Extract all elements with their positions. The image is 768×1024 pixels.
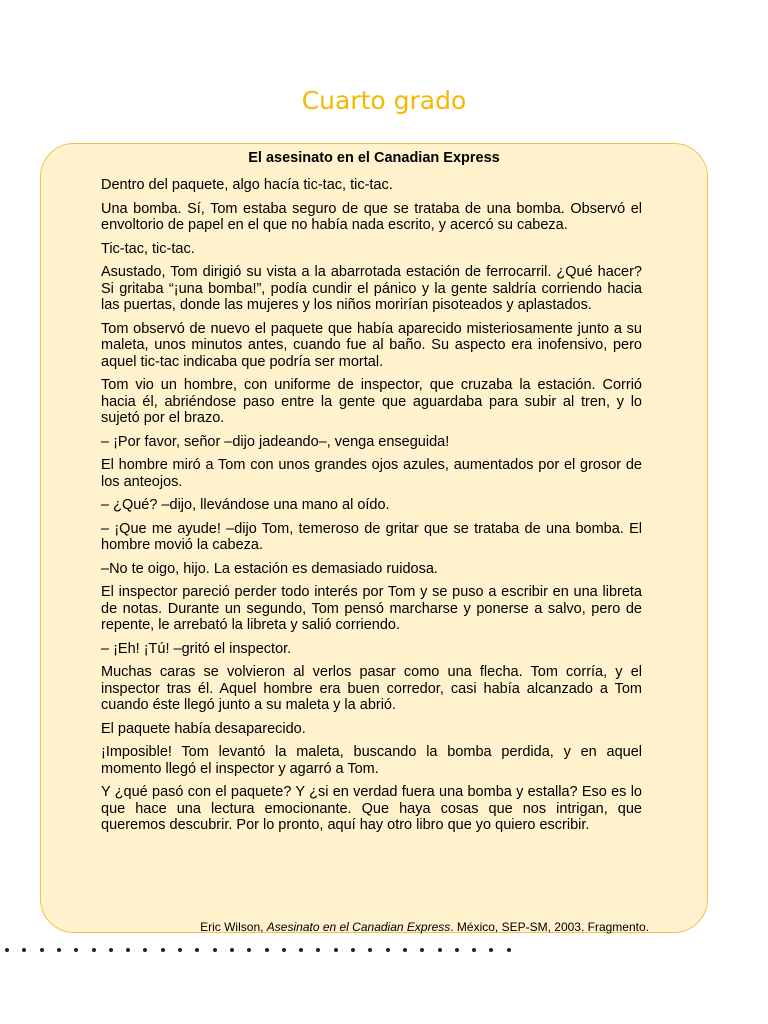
story-paragraph: Una bomba. Sí, Tom estaba seguro de que se trataba de una bomba. Observó el envoltorio de papel en el que no había nada escrito, y acercó su cabeza. — [101, 200, 642, 233]
divider-dot — [489, 948, 493, 952]
divider-dot — [265, 948, 269, 952]
divider-dot — [74, 948, 78, 952]
story-paragraph: Tic-tac, tic-tac. — [101, 240, 195, 257]
divider-dot — [126, 948, 130, 952]
decorative-dot-divider — [0, 946, 560, 956]
source-publication: . México, SEP-SM, 2003. Fragmento. — [450, 920, 649, 934]
story-paragraph: El inspector pareció perder todo interés por Tom y se puso a escribir en una libreta de notas. Durante un segundo, Tom pensó marcharse y ponerse a salvo, pero de repente, le arrebató la libreta y salió corriendo. — [101, 584, 642, 633]
divider-dot — [420, 948, 424, 952]
divider-dot — [472, 948, 476, 952]
divider-dot — [40, 948, 44, 952]
divider-dot — [5, 948, 9, 952]
story-paragraph: Y ¿qué pasó con el paquete? Y ¿si en verdad fuera una bomba y estalla? Eso es lo que hace una lectura emocionante. Que haya cosas que nos intrigan, que queremos descubrir. Por lo pronto, aquí hay otro libro que yo quiero escribir. — [101, 784, 642, 833]
story-paragraph: Tom vio un hombre, con uniforme de inspector, que cruzaba la estación. Corrió hacia él, abriéndose paso entre la gente que aguardaba para subir al tren, y lo sujetó por el brazo. — [101, 377, 642, 426]
divider-dot — [143, 948, 147, 952]
story-paragraph: Muchas caras se volvieron al verlos pasar como una flecha. Tom corría, y el inspector tras él. Aquel hombre era buen corredor, casi había alcanzado a Tom cuando éste llegó junto a su maleta y la abrió. — [101, 664, 642, 713]
divider-dot — [178, 948, 182, 952]
divider-dot — [57, 948, 61, 952]
story-body — [101, 177, 642, 841]
reading-box — [40, 143, 708, 933]
divider-dot — [299, 948, 303, 952]
divider-dot — [507, 948, 511, 952]
story-paragraph: El paquete había desaparecido. — [101, 720, 306, 737]
divider-dot — [247, 948, 251, 952]
story-paragraph: El hombre miró a Tom con unos grandes ojos azules, aumentados por el grosor de los anteojos. — [101, 457, 642, 490]
story-paragraph: – ¡Eh! ¡Tú! –gritó el inspector. — [101, 640, 292, 657]
divider-dot — [92, 948, 96, 952]
story-paragraph: – ¡Que me ayude! –dijo Tom, temeroso de gritar que se trataba de una bomba. El hombre movió la cabeza. — [101, 520, 642, 553]
divider-dot — [438, 948, 442, 952]
divider-dot — [161, 948, 165, 952]
divider-dot — [282, 948, 286, 952]
divider-dot — [316, 948, 320, 952]
story-paragraph: –No te oigo, hijo. La estación es demasiado ruidosa. — [101, 560, 438, 577]
story-paragraph: ¡Imposible! Tom levantó la maleta, buscando la bomba perdida, y en aquel momento llegó el inspector y agarró a Tom. — [101, 744, 642, 777]
story-paragraph: Tom observó de nuevo el paquete que había aparecido misteriosamente junto a su maleta, unos minutos antes, cuando fue al baño. Su aspecto era inofensivo, pero aquel tic-tac indicaba que podría ser mortal. — [101, 320, 642, 370]
source-author: Eric Wilson, — [200, 920, 267, 934]
divider-dot — [386, 948, 390, 952]
divider-dot — [109, 948, 113, 952]
divider-dot — [230, 948, 234, 952]
story-paragraph: Asustado, Tom dirigió su vista a la abarrotada estación de ferrocarril. ¿Qué hacer? Si gritaba “¡una bomba!”, podía cundir el pánico y la gente saldría corriendo hacia las puertas, donde las mujeres y los niños morirían pisoteados y aplastados. — [101, 264, 642, 313]
divider-dot — [334, 948, 338, 952]
story-paragraph: Dentro del paquete, algo hacía tic-tac, tic-tac. — [101, 177, 393, 193]
page-title: Cuarto grado — [301, 86, 467, 115]
divider-dot — [195, 948, 199, 952]
divider-dot — [368, 948, 372, 952]
divider-dot — [213, 948, 217, 952]
story-title: El asesinato en el Canadian Express — [248, 150, 500, 166]
divider-dot — [22, 948, 26, 952]
divider-dot — [351, 948, 355, 952]
source-book-title: Asesinato en el Canadian Express — [266, 920, 451, 934]
divider-dot — [403, 948, 407, 952]
story-paragraph: – ¡Por favor, señor –dijo jadeando–, venga enseguida! — [101, 433, 450, 450]
source-citation — [200, 920, 649, 934]
story-paragraph: – ¿Qué? –dijo, llevándose una mano al oído. — [101, 497, 390, 513]
divider-dot — [455, 948, 459, 952]
